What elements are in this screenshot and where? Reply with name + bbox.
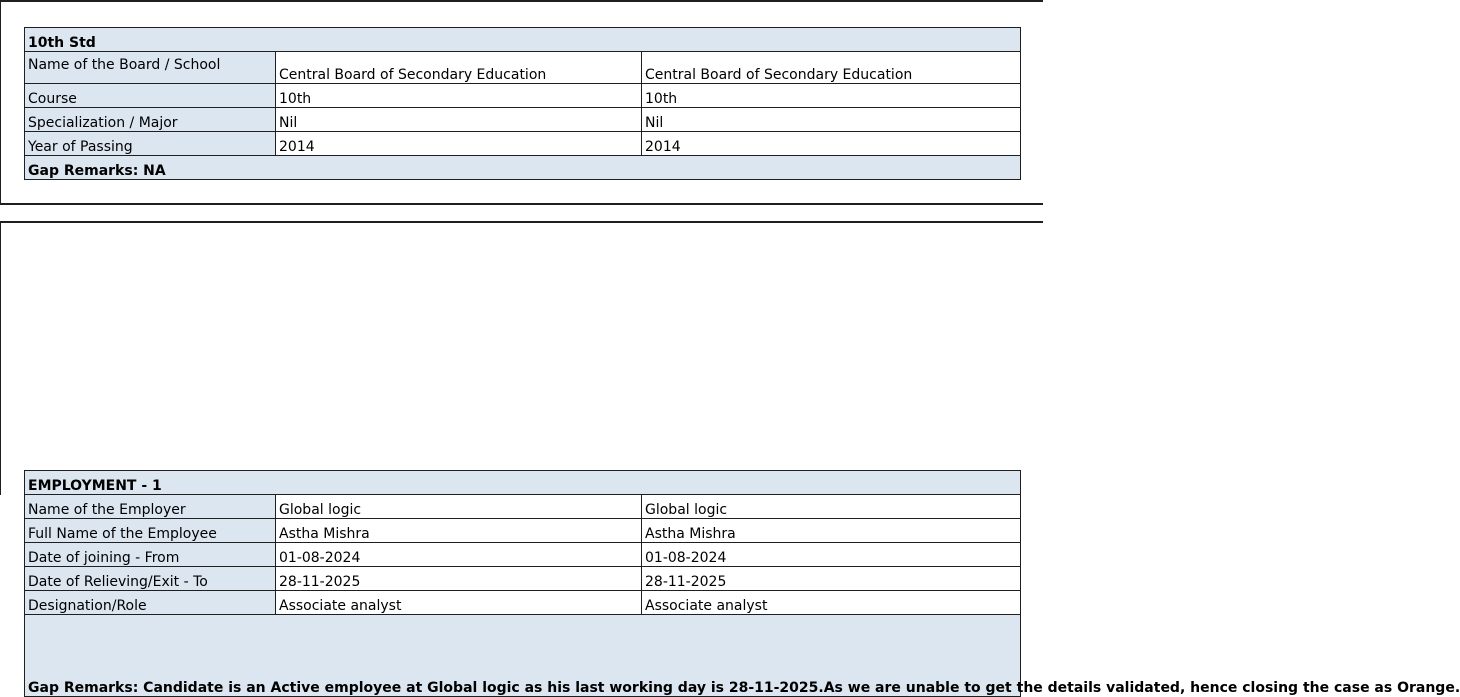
- table-row: [25, 543, 1021, 567]
- education-title: 10th Std: [25, 28, 1021, 52]
- row-label: Designation/Role: [25, 591, 276, 615]
- table-row: [25, 108, 1021, 132]
- gap-remarks: Gap Remarks: Candidate is an Active employee at Global logic as his last working day is 28-11-2025.As we are unable to get the details validated, hence closing the case as Orange.: [25, 615, 1021, 697]
- row-label: Date of joining - From: [25, 543, 276, 567]
- row-value: Associate analyst: [642, 591, 1021, 615]
- row-value: Astha Mishra: [276, 519, 642, 543]
- gap-remarks-row: [25, 156, 1021, 180]
- table-row: [25, 495, 1021, 519]
- row-value: Nil: [642, 108, 1021, 132]
- gap-remarks-row: [25, 615, 1021, 697]
- table-row: [25, 84, 1021, 108]
- education-table: [24, 27, 1021, 180]
- row-label: Date of Relieving/Exit - To: [25, 567, 276, 591]
- row-value: 28-11-2025: [642, 567, 1021, 591]
- row-value: 2014: [276, 132, 642, 156]
- table-row: [25, 567, 1021, 591]
- table-header-row: [25, 28, 1021, 52]
- table-row: [25, 52, 1021, 84]
- row-value: Associate analyst: [276, 591, 642, 615]
- employment-section: [0, 221, 1460, 696]
- row-label: Year of Passing: [25, 132, 276, 156]
- row-label: Specialization / Major: [25, 108, 276, 132]
- employment-title: EMPLOYMENT - 1: [25, 471, 1021, 495]
- row-value: Central Board of Secondary Education: [276, 52, 642, 84]
- row-label: Course: [25, 84, 276, 108]
- row-value: 28-11-2025: [276, 567, 642, 591]
- row-label: Full Name of the Employee: [25, 519, 276, 543]
- row-value: 2014: [642, 132, 1021, 156]
- row-label: Name of the Board / School: [25, 52, 276, 84]
- employment-table: [24, 470, 1460, 697]
- table-row: [25, 519, 1021, 543]
- row-value: Astha Mishra: [642, 519, 1021, 543]
- education-section: [0, 0, 1043, 205]
- row-value: 10th: [276, 84, 642, 108]
- row-value: Global logic: [276, 495, 642, 519]
- row-value: 10th: [642, 84, 1021, 108]
- row-value: Global logic: [642, 495, 1021, 519]
- table-row: [25, 132, 1021, 156]
- row-value: 01-08-2024: [276, 543, 642, 567]
- table-row: [25, 591, 1021, 615]
- gap-remarks: Gap Remarks: NA: [25, 156, 1021, 180]
- table-header-row: [25, 471, 1021, 495]
- row-value: Nil: [276, 108, 642, 132]
- row-value: 01-08-2024: [642, 543, 1021, 567]
- row-label: Name of the Employer: [25, 495, 276, 519]
- row-value: Central Board of Secondary Education: [642, 52, 1021, 84]
